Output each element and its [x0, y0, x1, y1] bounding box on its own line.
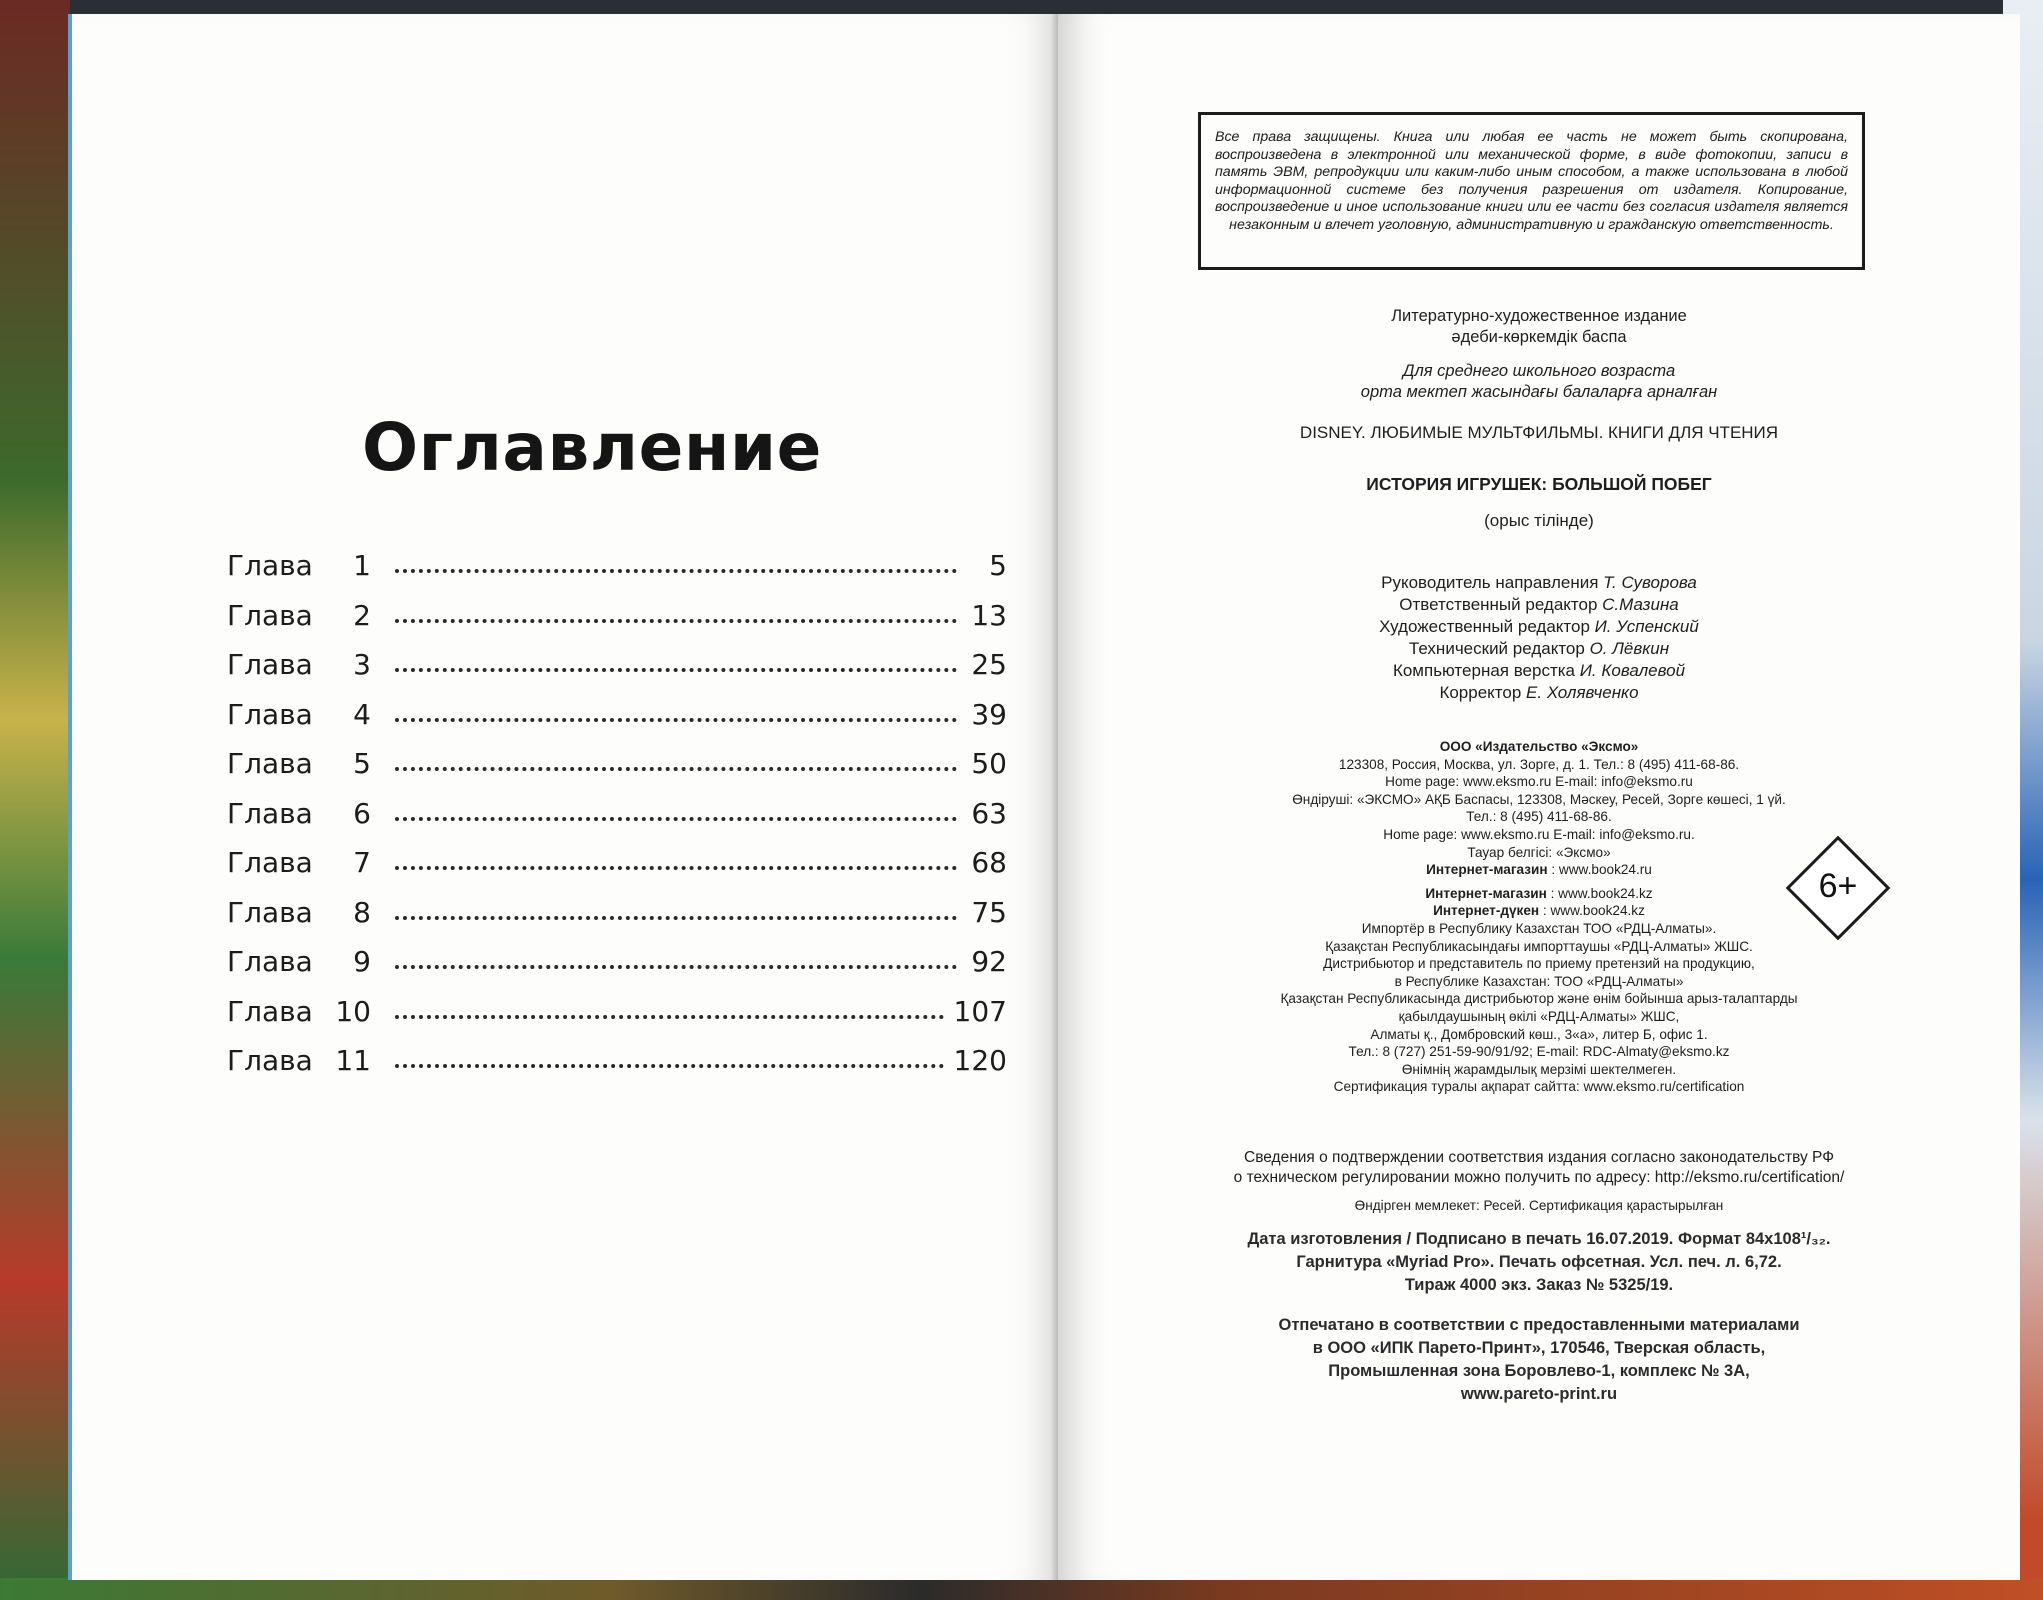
- toc-chapter-word: Глава: [227, 697, 313, 731]
- toc-leader: [395, 1048, 944, 1068]
- staff-role: Компьютерная верстка: [1392, 661, 1576, 680]
- toc-chapter-number: 10: [335, 994, 371, 1028]
- toc-chapter-word: Глава: [227, 846, 313, 879]
- toc-row: [227, 698, 1007, 748]
- staff-role: Ответственный редактор: [1399, 595, 1598, 614]
- toc-title: Оглавление: [362, 409, 822, 486]
- toc-chapter-number: 2: [353, 598, 371, 632]
- printer-line: Отпечатано в соответствии с предоставленными материалами: [1278, 1316, 1800, 1334]
- toc-page-number: 39: [971, 697, 1007, 731]
- staff-role: Руководитель направления: [1381, 573, 1599, 592]
- publisher-line: Тел.: 8 (495) 411-68-86.: [1466, 809, 1612, 825]
- cert-line: о техническом регулировании можно получить по адресу: http://eksmo.ru/certification/: [1233, 1168, 1845, 1186]
- publisher-name: ООО «Издательство «Эксмо»: [1439, 739, 1639, 754]
- import-line: в Республике Казахстан: ТОО «РДЦ-Алматы»: [1394, 973, 1684, 989]
- import-line: Қазақстан Республикасында дистрибьютор және өнім бойынша арыз-талаптарды: [1280, 991, 1798, 1007]
- staff-line: [1058, 616, 2020, 638]
- toc-chapter-number: 8: [353, 895, 371, 929]
- publisher-line: Home page: www.eksmo.ru E-mail: info@eksmo.ru.: [1383, 826, 1695, 842]
- age-rating-label: 6+: [1818, 867, 1858, 905]
- toc-chapter-number: 1: [353, 549, 371, 582]
- toc-page-number: 25: [971, 648, 1007, 681]
- printer-line: в ООО «ИПК Парето-Принт», 170546, Тверская область,: [1312, 1339, 1766, 1357]
- toc-chapter-number: 4: [353, 697, 371, 731]
- table-of-contents: [227, 549, 1007, 1094]
- staff-name: И. Успенский: [1594, 617, 1699, 636]
- staff-name: С.Мазина: [1602, 595, 1679, 614]
- online-shop-label: Интернет-дүкен: [1433, 903, 1540, 919]
- toc-leader: [395, 949, 957, 969]
- toc-chapter-number: 7: [353, 846, 371, 879]
- import-line: Тел.: 8 (727) 251-59-90/91/92; E-mail: RDC-Almaty@eksmo.kz: [1348, 1044, 1730, 1060]
- publisher-line: 123308, Россия, Москва, ул. Зорге, д. 1. Тел.: 8 (495) 411-68-86.: [1338, 756, 1740, 772]
- print-line: Дата изготовления / Подписано в печать 16.07.2019. Формат 84x108¹/₃₂.: [1247, 1230, 1831, 1248]
- toc-chapter-word: Глава: [227, 994, 313, 1028]
- age-group-ru: Для среднего школьного возраста: [1402, 362, 1676, 380]
- age-group-kz: орта мектеп жасындағы балаларға арналған: [1360, 383, 1718, 401]
- edition-type-ru: Литературно-художественное издание: [1391, 307, 1687, 325]
- right-page: [1058, 14, 2020, 1580]
- import-line: Импортёр в Республику Казахстан ТОО «РДЦ-Алматы».: [1361, 920, 1717, 936]
- toc-chapter-word: Глава: [227, 747, 313, 780]
- toc-row: [227, 995, 1007, 1045]
- import-line: қабылдаушының өкілі «РДЦ-Алматы» ЖШС,: [1398, 1008, 1680, 1024]
- staff-line: [1058, 594, 2020, 616]
- copyright-notice: Все права защищены. Книга или любая ее часть не может быть скопирована, воспроизведена в электронной или механической форме, в виде фотокопии, записи в память ЭВМ, репродукции или каким-либо иным способом, а также использована в любой информационной системе без получения разрешения от издателя. Копирование, воспроизведение и иное использование книги или ее части без согласия издателя является незаконным и влечет уголовную, административную и гражданскую ответственность.: [1198, 112, 1865, 270]
- toc-chapter-word: Глава: [227, 945, 313, 978]
- age-group-block: [1058, 361, 2020, 403]
- toc-row: [227, 747, 1007, 797]
- toc-page-number: 68: [971, 846, 1007, 879]
- toc-leader: [395, 900, 957, 920]
- language-note: (орыс тілінде): [1484, 511, 1594, 530]
- toc-leader: [395, 603, 957, 623]
- toc-page-number: 5: [989, 549, 1007, 582]
- toc-leader: [395, 652, 957, 672]
- toc-row: [227, 797, 1007, 847]
- toc-page-number: 107: [953, 994, 1007, 1028]
- import-line: Өнімнің жарамдылық мерзімі шектелмеген.: [1401, 1061, 1677, 1077]
- staff-role: Художественный редактор: [1379, 617, 1590, 636]
- staff-name: О. Лёвкин: [1589, 639, 1670, 658]
- online-shop-label: Интернет-магазин: [1425, 885, 1547, 901]
- toc-chapter-word: Глава: [227, 648, 313, 681]
- edition-type-kz: әдеби-көркемдік баспа: [1451, 328, 1627, 346]
- print-line: Тираж 4000 экз. Заказ № 5325/19.: [1404, 1276, 1674, 1294]
- online-shop-url: : www.book24.ru: [1547, 862, 1652, 878]
- left-page: [68, 14, 1058, 1580]
- toc-row: [227, 896, 1007, 946]
- toc-leader: [395, 702, 957, 722]
- printer-details: [1058, 1314, 2020, 1406]
- toc-row: [227, 599, 1007, 649]
- online-shop-kz-local: [1058, 902, 2020, 920]
- toc-chapter-number: 6: [353, 796, 371, 830]
- import-line: Қазақстан Республикасындағы импорттаушы «РДЦ-Алматы» ЖШС.: [1325, 938, 1753, 954]
- toc-chapter-word: Глава: [227, 796, 313, 830]
- import-line: Сертификация туралы ақпарат сайтта: www.eksmo.ru/certification: [1333, 1079, 1745, 1095]
- staff-name: Е. Холявченко: [1526, 683, 1639, 702]
- import-line: Алматы қ., Домбровский көш., 3«а», литер Б, офис 1.: [1370, 1026, 1708, 1042]
- toc-chapter-number: 11: [335, 1044, 371, 1077]
- toc-leader: [395, 553, 957, 573]
- staff-role: Корректор: [1439, 683, 1522, 702]
- staff-line: [1058, 638, 2020, 660]
- print-line: Гарнитура «Myriad Pro». Печать офсетная. Усл. печ. л. 6,72.: [1296, 1253, 1782, 1271]
- printer-line: www.pareto-print.ru: [1460, 1385, 1618, 1403]
- toc-leader: [395, 751, 957, 771]
- country-of-origin: Өндірген мемлекет: Ресей. Сертификация қарастырылған: [1354, 1198, 1724, 1213]
- toc-leader: [395, 999, 944, 1019]
- toc-page-number: 50: [971, 747, 1007, 780]
- online-shop-url: : www.book24.kz: [1546, 885, 1653, 901]
- staff-line: [1058, 660, 2020, 682]
- cert-line: Сведения о подтверждении соответствия издания согласно законодательству РФ: [1244, 1149, 1834, 1166]
- print-details: [1058, 1228, 2020, 1297]
- toc-row: [227, 945, 1007, 995]
- certification-block: [1058, 1148, 2020, 1187]
- toc-row: [227, 549, 1007, 599]
- toc-leader: [395, 850, 957, 870]
- printer-line: Промышленная зона Боровлево-1, комплекс № 3А,: [1328, 1362, 1750, 1380]
- toc-chapter-word: Глава: [227, 598, 313, 632]
- publisher-block: [1058, 738, 2020, 1096]
- toc-row: [227, 648, 1007, 698]
- book-title: ИСТОРИЯ ИГРУШЕК: БОЛЬШОЙ ПОБЕГ: [1366, 474, 1712, 494]
- toc-chapter-number: 5: [353, 747, 371, 780]
- online-shop-url: : www.book24.kz: [1539, 903, 1645, 919]
- toc-page-number: 75: [971, 895, 1007, 929]
- staff-list: [1058, 572, 2020, 704]
- cover-edge-bottom: [0, 1578, 2043, 1600]
- toc-chapter-number: 3: [353, 648, 371, 681]
- toc-leader: [395, 801, 957, 821]
- series-name: DISNEY. ЛЮБИМЫЕ МУЛЬТФИЛЬМЫ. КНИГИ ДЛЯ ЧТЕНИЯ: [1299, 423, 1779, 442]
- edition-block: [1058, 306, 2020, 348]
- staff-line: [1058, 572, 2020, 594]
- toc-page-number: 120: [953, 1044, 1007, 1077]
- staff-name: Т. Суворова: [1603, 573, 1697, 592]
- staff-name: И. Ковалевой: [1579, 661, 1686, 680]
- toc-page-number: 92: [971, 945, 1007, 978]
- toc-chapter-word: Глава: [227, 549, 313, 582]
- publisher-line: Home page: www.eksmo.ru E-mail: info@eksmo.ru: [1385, 774, 1693, 790]
- toc-row: [227, 846, 1007, 896]
- import-line: Дистрибьютор и представитель по приему претензий на продукцию,: [1323, 956, 1755, 972]
- toc-chapter-word: Глава: [227, 1044, 313, 1077]
- staff-role: Технический редактор: [1408, 639, 1585, 658]
- toc-chapter-number: 9: [353, 945, 371, 978]
- toc-page-number: 13: [971, 598, 1007, 632]
- publisher-line: Тауар белгісі: «Эксмо»: [1467, 844, 1611, 860]
- online-shop-label: Интернет-магазин: [1426, 862, 1548, 878]
- toc-chapter-word: Глава: [227, 895, 313, 929]
- cover-edge-left: [0, 0, 70, 1600]
- publisher-line: Өндіруші: «ЭКСМО» АҚБ Баспасы, 123308, Мәскеу, Ресей, Зорге көшесі, 1 үй.: [1292, 791, 1786, 807]
- toc-row: [227, 1044, 1007, 1094]
- staff-line: [1058, 682, 2020, 704]
- toc-page-number: 63: [971, 796, 1007, 830]
